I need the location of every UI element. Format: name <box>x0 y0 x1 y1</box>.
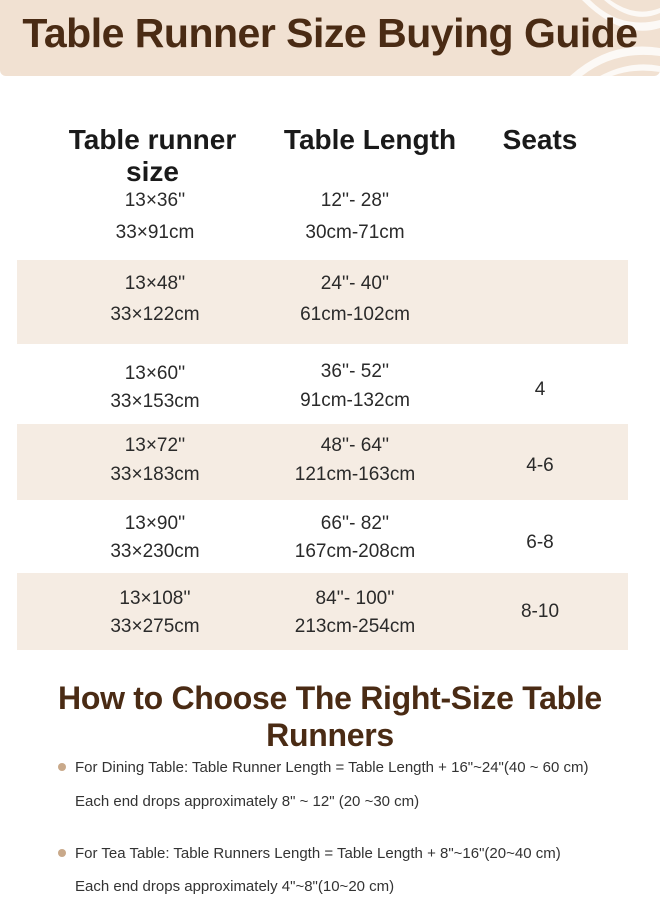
runner-size-cm: 33×275cm <box>110 616 200 637</box>
tea-table-drop: Each end drops approximately 4"~8"(10~20 cm) <box>75 878 395 895</box>
table-length-inches: 84''- 100'' <box>315 588 395 609</box>
seats-value: 4-6 <box>526 455 554 476</box>
dining-table-drop: Each end drops approximately 8" ~ 12" (20 ~30 cm) <box>75 793 420 810</box>
table-length-cm: 91cm-132cm <box>300 390 410 411</box>
table-length-cm: 30cm-71cm <box>305 222 405 243</box>
runner-size-inches: 13×48'' <box>124 273 186 294</box>
table-length-inches: 24''- 40'' <box>320 273 390 294</box>
section-title-how-to-choose: How to Choose The Right-Size Table Runners <box>58 680 602 753</box>
table-length-inches: 12''- 28'' <box>320 190 390 211</box>
runner-size-inches: 13×72'' <box>124 435 186 456</box>
column-header-runner-size: Table runner size <box>68 124 237 187</box>
runner-size-inches: 13×108'' <box>119 588 191 609</box>
table-length-inches: 36''- 52'' <box>320 361 390 382</box>
table-length-cm: 167cm-208cm <box>294 541 416 562</box>
dining-table-rule: For Dining Table: Table Runner Length = Table Length + 16"~24"(40 ~ 60 cm) <box>75 759 589 776</box>
runner-size-cm: 33×183cm <box>110 464 200 485</box>
column-header-seats: Seats <box>502 124 578 155</box>
tea-table-rule: For Tea Table: Table Runners Length = Table Length + 8"~16"(20~40 cm) <box>75 845 561 862</box>
seats-value: 4 <box>534 379 546 400</box>
bullet-dot-icon <box>58 763 66 771</box>
bullet-dot-icon <box>58 849 66 857</box>
title-banner <box>0 0 660 76</box>
table-length-inches: 66''- 82'' <box>320 513 390 534</box>
table-length-cm: 121cm-163cm <box>294 464 416 485</box>
runner-size-cm: 33×91cm <box>115 222 195 243</box>
table-length-cm: 61cm-102cm <box>300 304 410 325</box>
runner-size-inches: 13×90'' <box>124 513 186 534</box>
runner-size-inches: 13×60'' <box>124 363 186 384</box>
page-title: Table Runner Size Buying Guide <box>22 10 638 56</box>
column-header-table-length: Table Length <box>283 124 457 155</box>
runner-size-cm: 33×122cm <box>110 304 200 325</box>
runner-size-cm: 33×230cm <box>110 541 200 562</box>
seats-value: 6-8 <box>526 532 554 553</box>
runner-size-cm: 33×153cm <box>110 391 200 412</box>
runner-size-inches: 13×36'' <box>124 190 186 211</box>
table-length-cm: 213cm-254cm <box>294 616 416 637</box>
table-length-inches: 48''- 64'' <box>320 435 390 456</box>
seats-value: 8-10 <box>520 601 560 622</box>
